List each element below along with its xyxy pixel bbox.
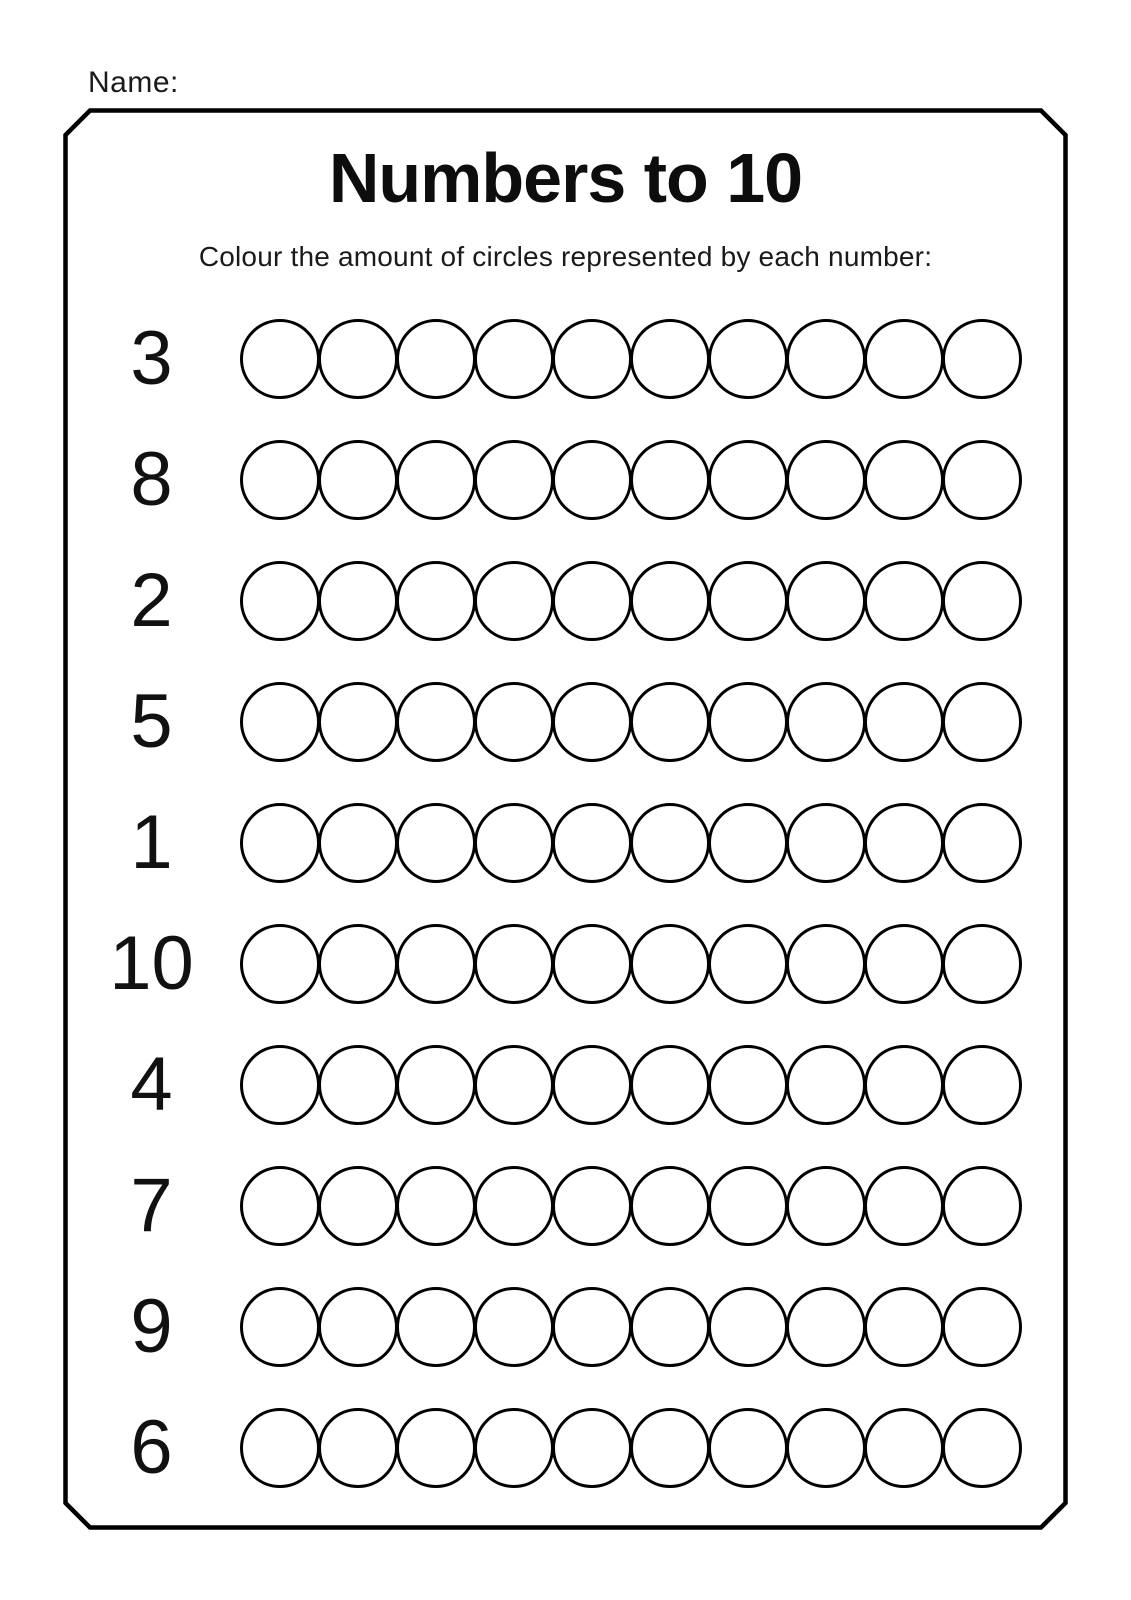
circles-group — [240, 1166, 1020, 1246]
colourable-circle[interactable] — [942, 440, 1022, 520]
worksheet-row — [63, 1387, 1068, 1508]
colourable-circle[interactable] — [864, 319, 944, 399]
worksheet-title: Numbers to 10 — [328, 139, 803, 217]
colourable-circle[interactable] — [552, 803, 632, 883]
colourable-circle[interactable] — [630, 1166, 710, 1246]
name-label: Name: — [88, 66, 179, 99]
colourable-circle[interactable] — [630, 1045, 710, 1125]
circles-group — [240, 319, 1020, 399]
colourable-circle[interactable] — [630, 803, 710, 883]
colourable-circle[interactable] — [318, 561, 398, 641]
colourable-circle[interactable] — [708, 561, 788, 641]
worksheet-row — [63, 782, 1068, 903]
rows-container — [63, 298, 1068, 1508]
colourable-circle[interactable] — [240, 1408, 320, 1488]
worksheet-row — [63, 903, 1068, 1024]
colourable-circle[interactable] — [630, 1287, 710, 1367]
worksheet-row — [63, 298, 1068, 419]
colourable-circle[interactable] — [786, 440, 866, 520]
row-number: 8 — [130, 436, 173, 522]
colourable-circle[interactable] — [396, 803, 476, 883]
colourable-circle[interactable] — [630, 561, 710, 641]
worksheet-row — [63, 1024, 1068, 1145]
colourable-circle[interactable] — [630, 440, 710, 520]
colourable-circle[interactable] — [864, 561, 944, 641]
row-number: 3 — [130, 315, 173, 401]
circles-group — [240, 561, 1020, 641]
colourable-circle[interactable] — [552, 682, 632, 762]
colourable-circle[interactable] — [474, 924, 554, 1004]
colourable-circle[interactable] — [552, 561, 632, 641]
colourable-circle[interactable] — [240, 682, 320, 762]
colourable-circle[interactable] — [708, 1045, 788, 1125]
colourable-circle[interactable] — [708, 319, 788, 399]
colourable-circle[interactable] — [474, 1287, 554, 1367]
colourable-circle[interactable] — [240, 561, 320, 641]
row-number: 1 — [130, 799, 173, 885]
worksheet-row — [63, 540, 1068, 661]
row-number: 6 — [130, 1404, 173, 1490]
colourable-circle[interactable] — [942, 319, 1022, 399]
colourable-circle[interactable] — [240, 1166, 320, 1246]
colourable-circle[interactable] — [240, 924, 320, 1004]
colourable-circle[interactable] — [786, 803, 866, 883]
colourable-circle[interactable] — [630, 319, 710, 399]
colourable-circle[interactable] — [474, 561, 554, 641]
colourable-circle[interactable] — [396, 1166, 476, 1246]
colourable-circle[interactable] — [240, 440, 320, 520]
colourable-circle[interactable] — [552, 1408, 632, 1488]
colourable-circle[interactable] — [396, 682, 476, 762]
colourable-circle[interactable] — [474, 1408, 554, 1488]
worksheet-row — [63, 1145, 1068, 1266]
row-number: 10 — [109, 920, 194, 1006]
colourable-circle[interactable] — [786, 682, 866, 762]
colourable-circle[interactable] — [864, 1166, 944, 1246]
colourable-circle[interactable] — [396, 1408, 476, 1488]
circles-group — [240, 924, 1020, 1004]
colourable-circle[interactable] — [240, 803, 320, 883]
colourable-circle[interactable] — [396, 1045, 476, 1125]
colourable-circle[interactable] — [786, 1287, 866, 1367]
colourable-circle[interactable] — [474, 440, 554, 520]
row-number: 5 — [130, 678, 173, 764]
colourable-circle[interactable] — [630, 924, 710, 1004]
colourable-circle[interactable] — [708, 924, 788, 1004]
colourable-circle[interactable] — [942, 1045, 1022, 1125]
circles-group — [240, 1045, 1020, 1125]
worksheet-row — [63, 661, 1068, 782]
colourable-circle[interactable] — [786, 924, 866, 1004]
colourable-circle[interactable] — [474, 1045, 554, 1125]
colourable-circle[interactable] — [318, 1166, 398, 1246]
colourable-circle[interactable] — [864, 682, 944, 762]
colourable-circle[interactable] — [786, 1045, 866, 1125]
colourable-circle[interactable] — [240, 1045, 320, 1125]
colourable-circle[interactable] — [396, 561, 476, 641]
row-number: 7 — [130, 1162, 173, 1248]
colourable-circle[interactable] — [240, 1287, 320, 1367]
colourable-circle[interactable] — [942, 803, 1022, 883]
colourable-circle[interactable] — [396, 319, 476, 399]
colourable-circle[interactable] — [942, 1408, 1022, 1488]
colourable-circle[interactable] — [708, 440, 788, 520]
colourable-circle[interactable] — [786, 561, 866, 641]
colourable-circle[interactable] — [864, 440, 944, 520]
row-number: 4 — [130, 1041, 173, 1127]
colourable-circle[interactable] — [318, 803, 398, 883]
colourable-circle[interactable] — [474, 682, 554, 762]
colourable-circle[interactable] — [396, 1287, 476, 1367]
colourable-circle[interactable] — [942, 1287, 1022, 1367]
circles-group — [240, 1408, 1020, 1488]
colourable-circle[interactable] — [864, 803, 944, 883]
worksheet-row — [63, 419, 1068, 540]
row-number: 2 — [130, 557, 173, 643]
colourable-circle[interactable] — [786, 1408, 866, 1488]
colourable-circle[interactable] — [864, 1287, 944, 1367]
colourable-circle[interactable] — [474, 319, 554, 399]
circles-group — [240, 440, 1020, 520]
colourable-circle[interactable] — [318, 682, 398, 762]
colourable-circle[interactable] — [630, 1408, 710, 1488]
colourable-circle[interactable] — [630, 682, 710, 762]
colourable-circle[interactable] — [864, 924, 944, 1004]
colourable-circle[interactable] — [552, 1166, 632, 1246]
colourable-circle[interactable] — [318, 440, 398, 520]
circles-group — [240, 1287, 1020, 1367]
worksheet-frame — [63, 108, 1068, 1530]
colourable-circle[interactable] — [240, 319, 320, 399]
colourable-circle[interactable] — [708, 1408, 788, 1488]
colourable-circle[interactable] — [708, 1166, 788, 1246]
colourable-circle[interactable] — [708, 1287, 788, 1367]
colourable-circle[interactable] — [318, 1287, 398, 1367]
colourable-circle[interactable] — [552, 924, 632, 1004]
colourable-circle[interactable] — [708, 803, 788, 883]
colourable-circle[interactable] — [942, 1166, 1022, 1246]
colourable-circle[interactable] — [942, 924, 1022, 1004]
colourable-circle[interactable] — [318, 319, 398, 399]
worksheet-row — [63, 1266, 1068, 1387]
colourable-circle[interactable] — [396, 924, 476, 1004]
circles-group — [240, 803, 1020, 883]
worksheet-instruction: Colour the amount of circles represented by each number: — [198, 241, 933, 272]
colourable-circle[interactable] — [552, 1045, 632, 1125]
colourable-circle[interactable] — [942, 561, 1022, 641]
row-number: 9 — [130, 1283, 173, 1369]
colourable-circle[interactable] — [318, 1045, 398, 1125]
colourable-circle[interactable] — [786, 1166, 866, 1246]
colourable-circle[interactable] — [552, 440, 632, 520]
colourable-circle[interactable] — [942, 682, 1022, 762]
colourable-circle[interactable] — [708, 682, 788, 762]
circles-group — [240, 682, 1020, 762]
colourable-circle[interactable] — [396, 440, 476, 520]
colourable-circle[interactable] — [552, 1287, 632, 1367]
colourable-circle[interactable] — [318, 1408, 398, 1488]
colourable-circle[interactable] — [864, 1408, 944, 1488]
colourable-circle[interactable] — [864, 1045, 944, 1125]
colourable-circle[interactable] — [474, 1166, 554, 1246]
colourable-circle[interactable] — [474, 803, 554, 883]
colourable-circle[interactable] — [318, 924, 398, 1004]
colourable-circle[interactable] — [552, 319, 632, 399]
colourable-circle[interactable] — [786, 319, 866, 399]
